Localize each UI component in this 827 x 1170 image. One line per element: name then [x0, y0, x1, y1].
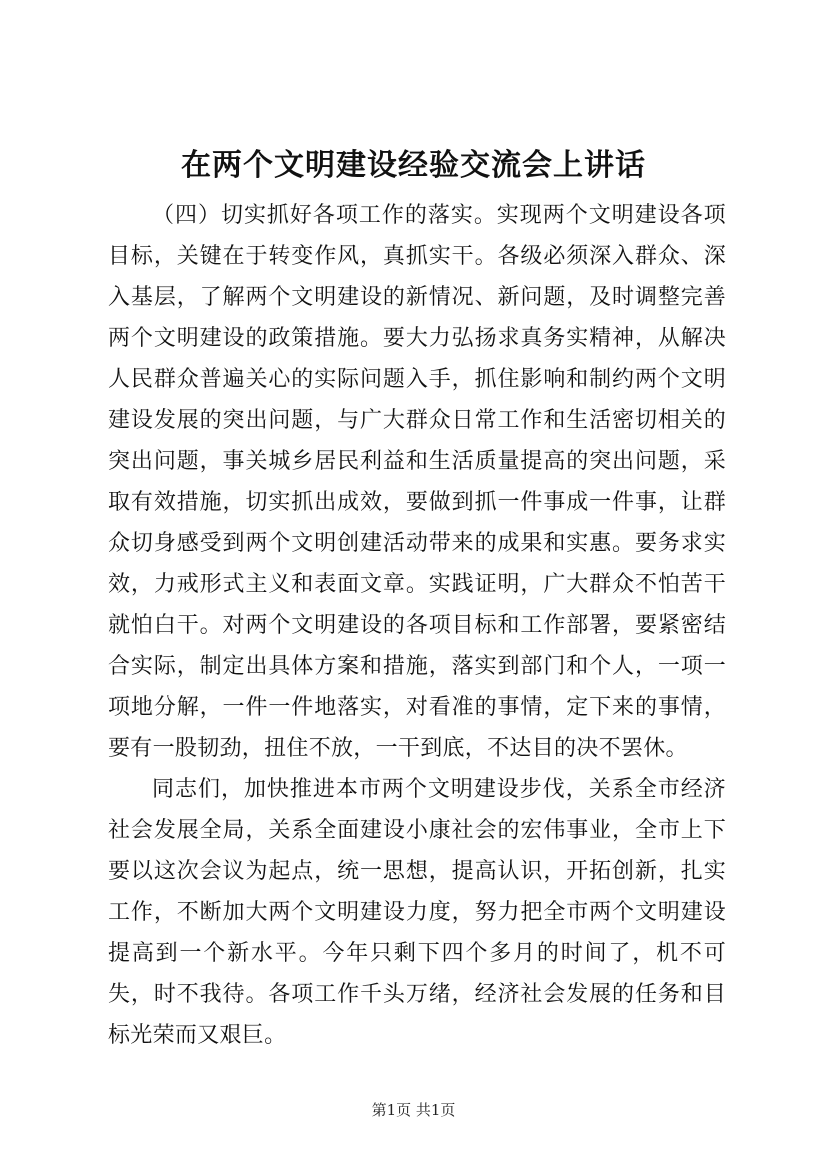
page-footer: 第1页 共1页 [371, 1101, 456, 1119]
paragraph-2: 同志们，加快推进本市两个文明建设步伐，关系全市经济社会发展全局，关系全面建设小康社会的宏伟事业，全市上下要以这次会议为起点，统一思想，提高认识，开拓创新，扎实工作，不断加大两个文明建设力度，努力把全市两个文明建设提高到一个新水平。今年只剩下四个多月的时间了，机不可失，时不我待。各项工作千头万绪，经济社会发展的任务和目标光荣而又艰巨。 [108, 777, 726, 1048]
document-title: 在两个文明建设经验交流会上讲话 [181, 148, 646, 183]
document-body [108, 195, 726, 1056]
paragraph-1: （四）切实抓好各项工作的落实。实现两个文明建设各项目标，关键在于转变作风，真抓实干。各级必须深入群众、深入基层，了解两个文明建设的新情况、新问题，及时调整完善两个文明建设的政策措施。要大力弘扬求真务实精神，从解决人民群众普遍关心的实际问题入手，抓住影响和制约两个文明建设发展的突出问题，与广大群众日常工作和生活密切相关的突出问题，事关城乡居民利益和生活质量提高的突出问题，采取有效措施，切实抓出成效，要做到抓一件事成一件事，让群众切身感受到两个文明创建活动带来的成果和实惠。要务求实效，力戒形式主义和表面文章。实践证明，广大群众不怕苦干就怕白干。对两个文明建设的各项目标和工作部署，要紧密结合实际，制定出具体方案和措施，落实到部门和个人，一项一项地分解，一件一件地落实，对看准的事情，定下来的事情，要有一股韧劲，扭住不放，一干到底，不达目的决不罢休。 [108, 203, 726, 761]
